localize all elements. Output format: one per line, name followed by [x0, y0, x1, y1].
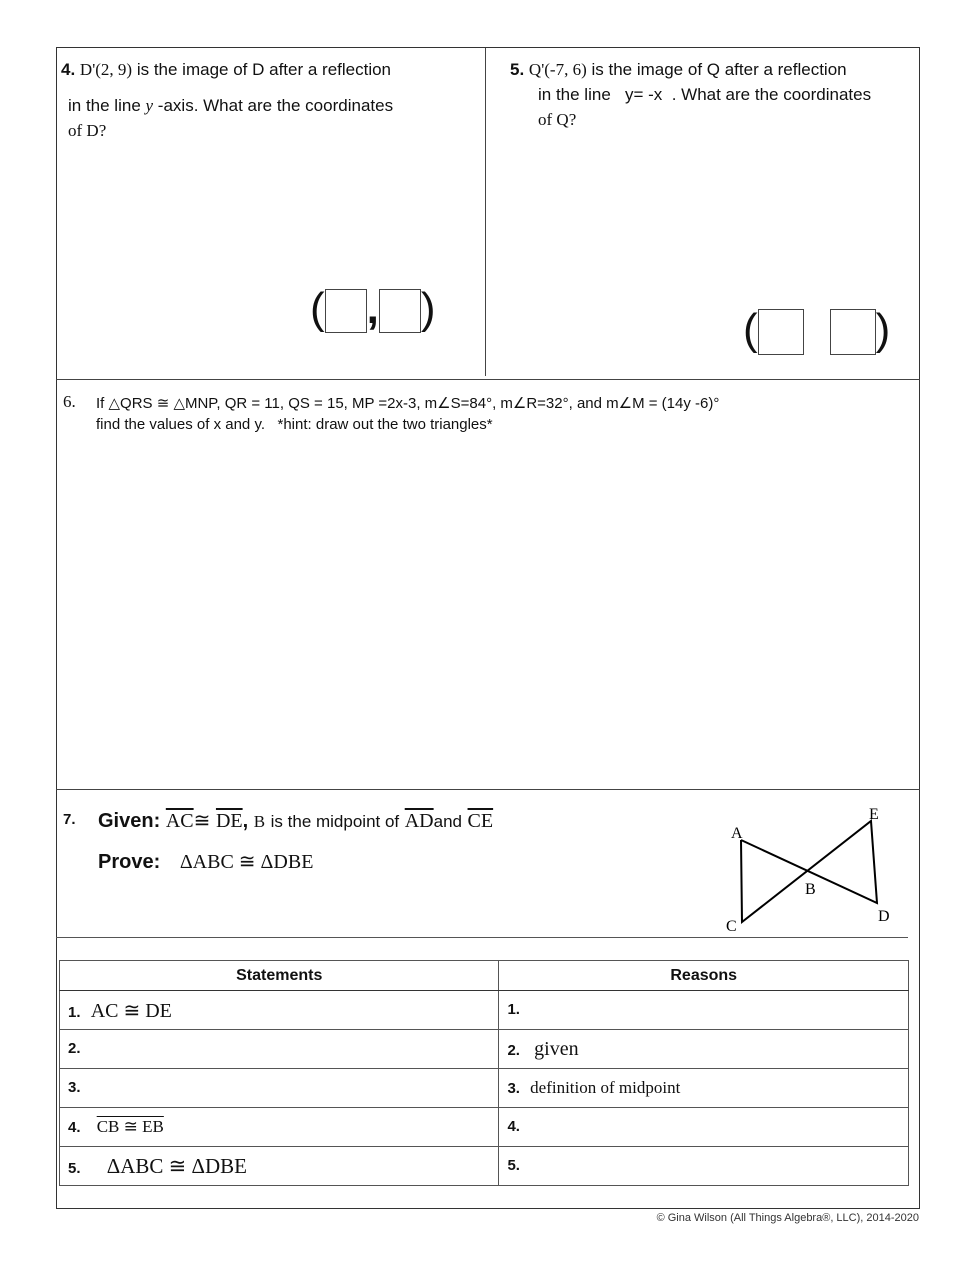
- statement-text: CB ≅ EB: [96, 1117, 164, 1136]
- reason-number: 4.: [507, 1118, 520, 1135]
- q4-line2: [68, 96, 393, 116]
- reason-text: given: [534, 1037, 579, 1060]
- q7-cong-symbol: ≅: [193, 810, 211, 832]
- statement-cell[interactable]: [60, 1147, 499, 1186]
- q7-seg-ac: $\overline{AC}$: [165, 810, 194, 832]
- q4-text2a: in the line: [68, 96, 141, 115]
- q5-x-box[interactable]: [758, 309, 804, 355]
- q5-line1: [510, 60, 847, 80]
- q4-close-paren: ): [420, 284, 436, 333]
- divider-top: [56, 379, 920, 380]
- q6-line2: find the values of x and y. *hint: draw out the two triangles*: [96, 416, 493, 433]
- q4-point: D'(2, 9): [79, 60, 133, 79]
- label-b: B: [805, 881, 816, 898]
- q4-comma: ,: [366, 284, 379, 333]
- copyright-footer: © Gina Wilson (All Things Algebra®, LLC), 2014-2020: [656, 1212, 919, 1224]
- q4-line1: [61, 60, 391, 80]
- proof-row-1: [60, 991, 909, 1030]
- reason-cell[interactable]: [499, 1069, 909, 1108]
- proof-row-2: [60, 1030, 909, 1069]
- label-d: D: [878, 908, 890, 925]
- reason-text: definition of midpoint: [530, 1078, 681, 1097]
- statement-number: 4.: [68, 1119, 81, 1136]
- q5-close-paren: ): [875, 305, 891, 354]
- reason-cell[interactable]: [499, 991, 909, 1030]
- q5-point: Q'(-7, 6): [528, 60, 587, 79]
- q5-open-paren: (: [743, 305, 758, 354]
- q7-point-b: B: [253, 812, 266, 831]
- q7-and: and: [433, 812, 462, 831]
- q4-x-box[interactable]: [325, 289, 367, 333]
- reason-number: 1.: [507, 1001, 520, 1018]
- q5-line3: of Q?: [538, 110, 577, 129]
- q7-prove: [98, 849, 313, 874]
- q7-prove-label: Prove:: [98, 851, 161, 873]
- q4-text2b: -axis. What are the coordinates: [157, 96, 394, 115]
- q4-y-box[interactable]: [379, 289, 421, 333]
- statement-text: AC ≅ DE: [90, 999, 172, 1022]
- q7-given: [98, 808, 493, 833]
- reasons-header: Reasons: [499, 961, 909, 991]
- q4-open-paren: (: [310, 284, 325, 333]
- q4-q5-divider: [485, 48, 486, 376]
- statements-header: Statements: [60, 961, 499, 991]
- reason-cell[interactable]: [499, 1030, 909, 1069]
- label-a: A: [731, 825, 743, 842]
- q5-answer: [743, 305, 890, 355]
- reason-number: 5.: [507, 1157, 520, 1174]
- q4-var-y: y: [145, 96, 154, 115]
- proof-row-5: [60, 1147, 909, 1186]
- q5-number: 5.: [510, 60, 525, 79]
- q7-prove-statement: ΔABC ≅ ΔDBE: [179, 851, 314, 873]
- q5-line2: in the line y= -x . What are the coordinates: [538, 85, 872, 104]
- q7-number: 7.: [63, 811, 76, 828]
- statement-cell[interactable]: [60, 1069, 499, 1108]
- reason-cell[interactable]: [499, 1108, 909, 1147]
- q7-seg-ad: $\overline{AD}$: [404, 810, 434, 832]
- label-e: E: [869, 806, 879, 823]
- statement-number: 3.: [68, 1079, 81, 1096]
- q4-line3: of D?: [68, 121, 107, 140]
- label-c: C: [726, 918, 737, 935]
- statement-cell[interactable]: [60, 1108, 499, 1147]
- statement-number: 2.: [68, 1040, 81, 1057]
- statement-number: 5.: [68, 1159, 81, 1177]
- proof-header-row: [60, 961, 909, 991]
- reason-cell[interactable]: [499, 1147, 909, 1186]
- proof-row-4: [60, 1108, 909, 1147]
- q7-seg-ce: $\overline{CE}$: [467, 810, 494, 832]
- q7-given-label: Given:: [98, 810, 161, 832]
- q5-y-box[interactable]: [830, 309, 876, 355]
- statement-number: 1.: [68, 1003, 81, 1021]
- triangle-diagram: [720, 800, 900, 940]
- q6-line1: If △QRS ≅ △MNP, QR = 11, QS = 15, MP =2x-3, m∠S=84°, m∠R=32°, and m∠M = (14y -6)°: [96, 395, 720, 412]
- q6-number: 6.: [63, 392, 76, 411]
- reason-number: 2.: [507, 1041, 520, 1059]
- q7-seg-de: $\overline{DE}$: [215, 810, 243, 832]
- q4-text1: is the image of D after a reflection: [136, 60, 392, 79]
- statement-cell[interactable]: [60, 991, 499, 1030]
- diagram-lines: [741, 821, 877, 922]
- q4-answer: [310, 284, 436, 334]
- q4-number: 4.: [61, 60, 76, 79]
- q5-text1: is the image of Q after a reflection: [591, 60, 847, 79]
- statement-text: ΔABC ≅ ΔDBE: [106, 1153, 247, 1178]
- divider-mid: [56, 789, 920, 790]
- q7-midpoint-text: is the midpoint of: [270, 812, 400, 831]
- q7-comma: ,: [242, 810, 249, 832]
- proof-table: [59, 960, 909, 1186]
- proof-row-3: [60, 1069, 909, 1108]
- reason-number: 3.: [507, 1080, 520, 1097]
- statement-cell[interactable]: [60, 1030, 499, 1069]
